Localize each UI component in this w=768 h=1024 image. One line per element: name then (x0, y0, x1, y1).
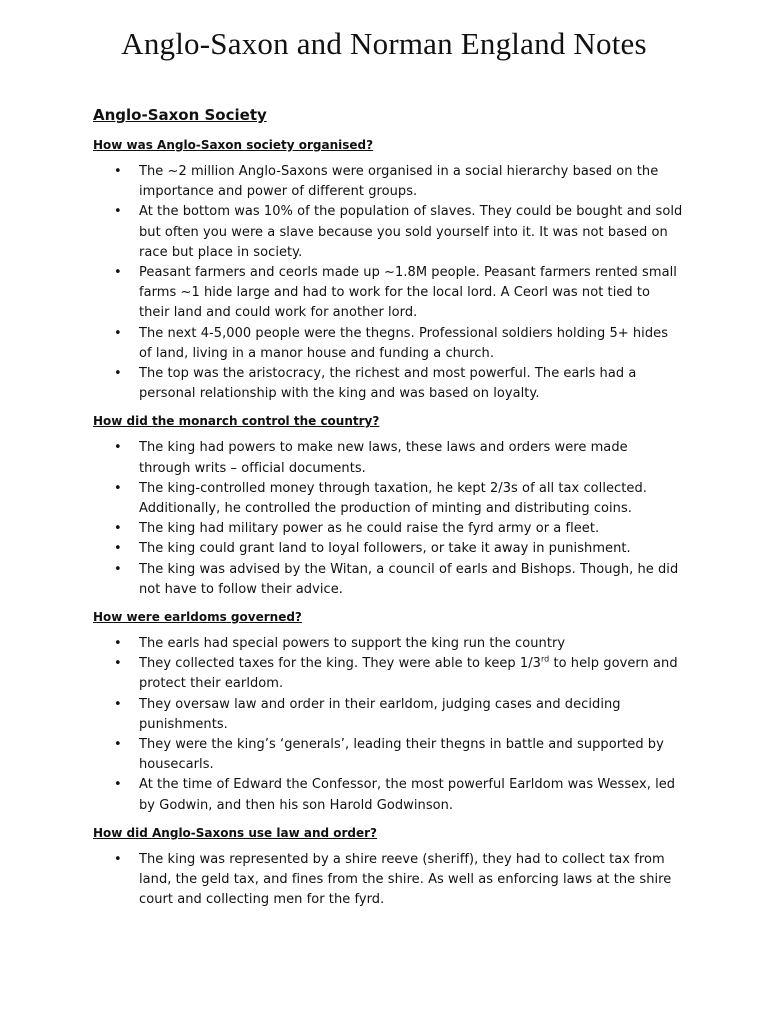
list-item: • The king was advised by the Witan, a council of earls and Bishops. Though, he did not have to follow their advice. (93, 560, 683, 600)
list-item: • The king-controlled money through taxation, he kept 2/3s of all tax collected. Additionally, he controlled the production of minting and distributing coins. (93, 479, 683, 519)
question-block-law (93, 824, 683, 911)
list-item: • The king had military power as he could raise the fyrd army or a fleet. (93, 519, 683, 539)
list-item: • The top was the aristocracy, the richest and most powerful. The earls had a personal relationship with the king and was based on loyalty. (93, 364, 683, 404)
list-item: • The earls had special powers to support the king run the country (93, 634, 683, 654)
question-heading: How did Anglo-Saxons use law and order? (93, 825, 378, 840)
question-block-monarch (93, 412, 683, 600)
question-block-earldoms (93, 608, 683, 816)
question-heading: How were earldoms governed? (93, 610, 302, 625)
bullet-list (93, 162, 683, 404)
list-item: • The next 4-5,000 people were the thegns. Professional soldiers holding 5+ hides of land, living in a manor house and funding a church. (93, 324, 683, 364)
list-item: • They oversaw law and order in their earldom, judging cases and deciding punishments. (93, 695, 683, 735)
bullet-list (93, 850, 683, 911)
list-item: • The king was represented by a shire reeve (sheriff), they had to collect tax from land, the geld tax, and fines from the shire. As well as enforcing laws at the shire court and collecting men for the fyrd. (93, 850, 683, 911)
bullet-list (93, 634, 683, 816)
page-title: Anglo-Saxon and Norman England Notes (121, 26, 647, 61)
list-item: • The king had powers to make new laws, these laws and orders were made through writs – official documents. (93, 438, 683, 478)
list-item: • The king could grant land to loyal followers, or take it away in punishment. (93, 539, 683, 559)
bullet-list (93, 438, 683, 600)
list-item: • Peasant farmers and ceorls made up ~1.8M people. Peasant farmers rented small farms ~1 hide large and had to work for the local lord. A Ceorl was not tied to their land and could work for another lord. (93, 263, 683, 324)
list-item: • They were the king’s ‘generals’, leading their thegns in battle and supported by housecarls. (93, 735, 683, 775)
list-item: • At the time of Edward the Confessor, the most powerful Earldom was Wessex, led by Godwin, and then his son Harold Godwinson. (93, 775, 683, 815)
question-heading: How was Anglo-Saxon society organised? (93, 138, 374, 152)
question-heading: How did the monarch control the country? (93, 414, 380, 429)
ordinal-superscript: rd (540, 654, 550, 664)
document-body (93, 104, 683, 919)
bullet-text: They collected taxes for the king. They were able to keep 1/3 (139, 656, 541, 672)
list-item: • At the bottom was 10% of the population of slaves. They could be bought and sold but often you were a slave because you sold yourself into it. It was not based on race but place in society. (93, 202, 683, 263)
list-item: • The ~2 million Anglo-Saxons were organised in a social hierarchy based on the importance and power of different groups. (93, 162, 683, 202)
list-item (93, 654, 683, 694)
section-title: Anglo-Saxon Society (93, 106, 267, 124)
question-block-society (93, 136, 683, 404)
bullet-text-tail: to help govern and protect their earldom. (139, 656, 678, 692)
